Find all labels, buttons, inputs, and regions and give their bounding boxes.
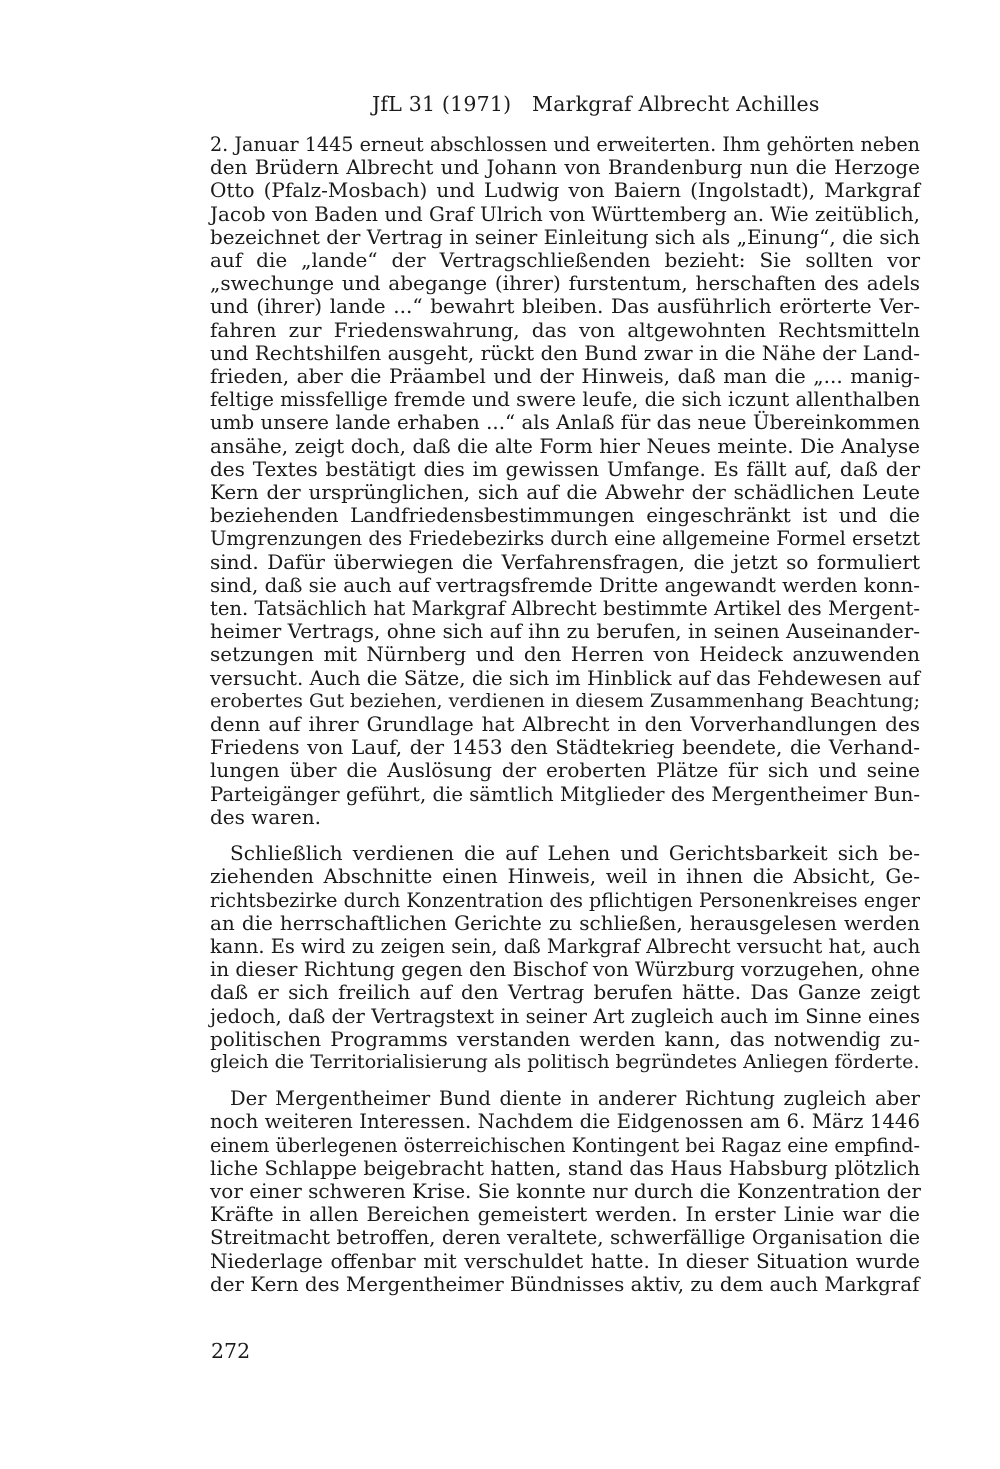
text-line: lungen über die Auslösung der eroberten Plätze für sich und seine (210, 758, 920, 783)
text-line: Otto (Pfalz-Mosbach) und Ludwig von Baiern (Ingolstadt), Markgraf (210, 178, 920, 203)
running-title: Markgraf Albrecht Achilles (532, 92, 820, 116)
journal-citation: JfL 31 (1971) (372, 92, 512, 116)
text-line: des waren. (210, 804, 321, 829)
text-line: in dieser Richtung gegen den Bischof von Würzburg vorzugehen, ohne (210, 958, 920, 982)
text-line: einem überlegenen österreichischen Kontingent bei Ragaz eine empfind- (210, 1133, 921, 1157)
text-line: bezeichnet der Vertrag in seiner Einleitung sich als „Einung“, die sich (210, 224, 920, 249)
text-line: den Brüdern Albrecht und Johann von Brandenburg nun die Herzoge (210, 155, 920, 180)
text-line: feltige missfellige fremde und swere leufe, die sich iczunt allenthalben (210, 388, 921, 412)
text-line: sind. Dafür überwiegen die Verfahrensfragen, die jetzt so formuliert (210, 549, 920, 574)
text-line: Jacob von Baden und Graf Ulrich von Württemberg an. Wie zeitüblich, (210, 202, 920, 226)
running-header (372, 92, 820, 116)
text-line: daß er sich freilich auf den Vertrag berufen hätte. Das Ganze zeigt (210, 980, 920, 1005)
text-line: Friedens von Lauf, der 1453 den Städtekrieg beendete, die Verhand- (210, 735, 920, 760)
text-line: richtsbezirke durch Konzentration des pflichtigen Personenkreises enger (210, 888, 920, 912)
text-line: sind, daß sie auch auf vertragsfremde Dritte angewandt werden konn- (210, 573, 920, 597)
text-line: heimer Vertrags, ohne sich auf ihn zu berufen, in seinen Auseinander- (210, 619, 920, 644)
text-line: und Rechtshilfen ausgeht, rückt den Bund zwar in die Nähe der Land- (210, 341, 920, 365)
text-line: auf die „lande“ der Vertragschließenden bezieht: Sie sollten vor (210, 248, 920, 273)
text-line: des Textes bestätigt dies im gewissen Umfange. Es fällt auf, daß der (210, 456, 920, 481)
text-line: Parteigänger geführt, die sämtlich Mitglieder des Mergentheimer Bun- (210, 782, 920, 806)
text-line: frieden, aber die Präambel und der Hinweis, daß man die „... manig- (210, 364, 920, 389)
text-line: versucht. Auch die Sätze, die sich im Hinblick auf das Fehdewesen auf (210, 666, 920, 690)
text-line: erobertes Gut beziehen, verdienen in diesem Zusammenhang Beachtung; (210, 689, 920, 712)
text-line: politischen Programms verstanden werden kann, das notwendig zu- (210, 1026, 920, 1051)
text-line: denn auf ihrer Grundlage hat Albrecht in den Vorverhandlungen des (210, 712, 920, 737)
text-line: Umgrenzungen des Friedebezirks durch eine allgemeine Formel ersetzt (210, 527, 921, 551)
body-text (210, 133, 920, 1296)
text-line: vor einer schweren Krise. Sie konnte nur durch die Konzentration der (210, 1178, 921, 1203)
text-line: kann. Es wird zu zeigen sein, daß Markgraf Albrecht versucht hat, auch (210, 934, 921, 958)
text-line: jedoch, daß der Vertragstext in seiner Art zugleich auch im Sinne eines (210, 1004, 920, 1028)
text-line: Schließlich verdienen die auf Lehen und Gerichtsbarkeit sich be- (230, 841, 920, 866)
text-line: ten. Tatsächlich hat Markgraf Albrecht bestimmte Artikel des Mergent- (210, 597, 920, 621)
text-line: Der Mergentheimer Bund diente in anderer Richtung zugleich aber (230, 1087, 920, 1111)
text-line: Niederlage offenbar mit verschuldet hatte. In dieser Situation wurde (210, 1248, 920, 1273)
text-line: umb unsere lande erhaben ...“ als Anlaß für das neue Übereinkommen (210, 411, 920, 435)
text-line: Kern der ursprünglichen, sich auf die Abwehr der schädlichen Leute (210, 480, 920, 505)
text-line: und (ihrer) lande ...“ bewahrt bleiben. Das ausführlich erörterte Ver- (210, 294, 920, 319)
text-line: Kräfte in allen Bereichen gemeistert werden. In erster Linie war die (210, 1202, 920, 1227)
text-line: liche Schlappe beigebracht hatten, stand das Haus Habsburg plötzlich (210, 1156, 920, 1180)
text-line: gleich die Territorialisierung als politisch begründetes Anliegen förderte. (210, 1050, 920, 1073)
text-line: ziehenden Abschnitte einen Hinweis, weil in ihnen die Absicht, Ge- (210, 864, 920, 889)
text-line: ansähe, zeigt doch, daß die alte Form hier Neues meinte. Die Analyse (210, 433, 920, 458)
text-line: noch weiteren Interessen. Nachdem die Eidgenossen am 6. März 1446 (210, 1110, 920, 1134)
text-line: „swechunge und abegange (ihrer) furstentum, herschaften des adels (210, 271, 920, 296)
paragraph-1 (210, 133, 920, 829)
text-line: an die herrschaftlichen Gerichte zu schließen, herausgelesen werden (210, 910, 920, 935)
text-line: fahren zur Friedenswahrung, das von altgewohnten Rechtsmitteln (210, 317, 920, 342)
text-line: Streitmacht betroffen, deren veraltete, schwerfällige Organisation die (210, 1226, 920, 1250)
text-line: der Kern des Mergentheimer Bündnisses aktiv, zu dem auch Markgraf (210, 1272, 920, 1296)
text-line: beziehenden Landfriedensbestimmungen eingeschränkt ist und die (210, 503, 920, 528)
text-line: setzungen mit Nürnberg und den Herren von Heideck anzuwenden (210, 642, 920, 667)
paragraph-2 (210, 842, 920, 1074)
paragraph-3 (210, 1087, 920, 1296)
page-number: 272 (211, 1339, 251, 1363)
text-line: 2. Januar 1445 erneut abschlossen und erweiterten. Ihm gehörten neben (210, 133, 920, 156)
